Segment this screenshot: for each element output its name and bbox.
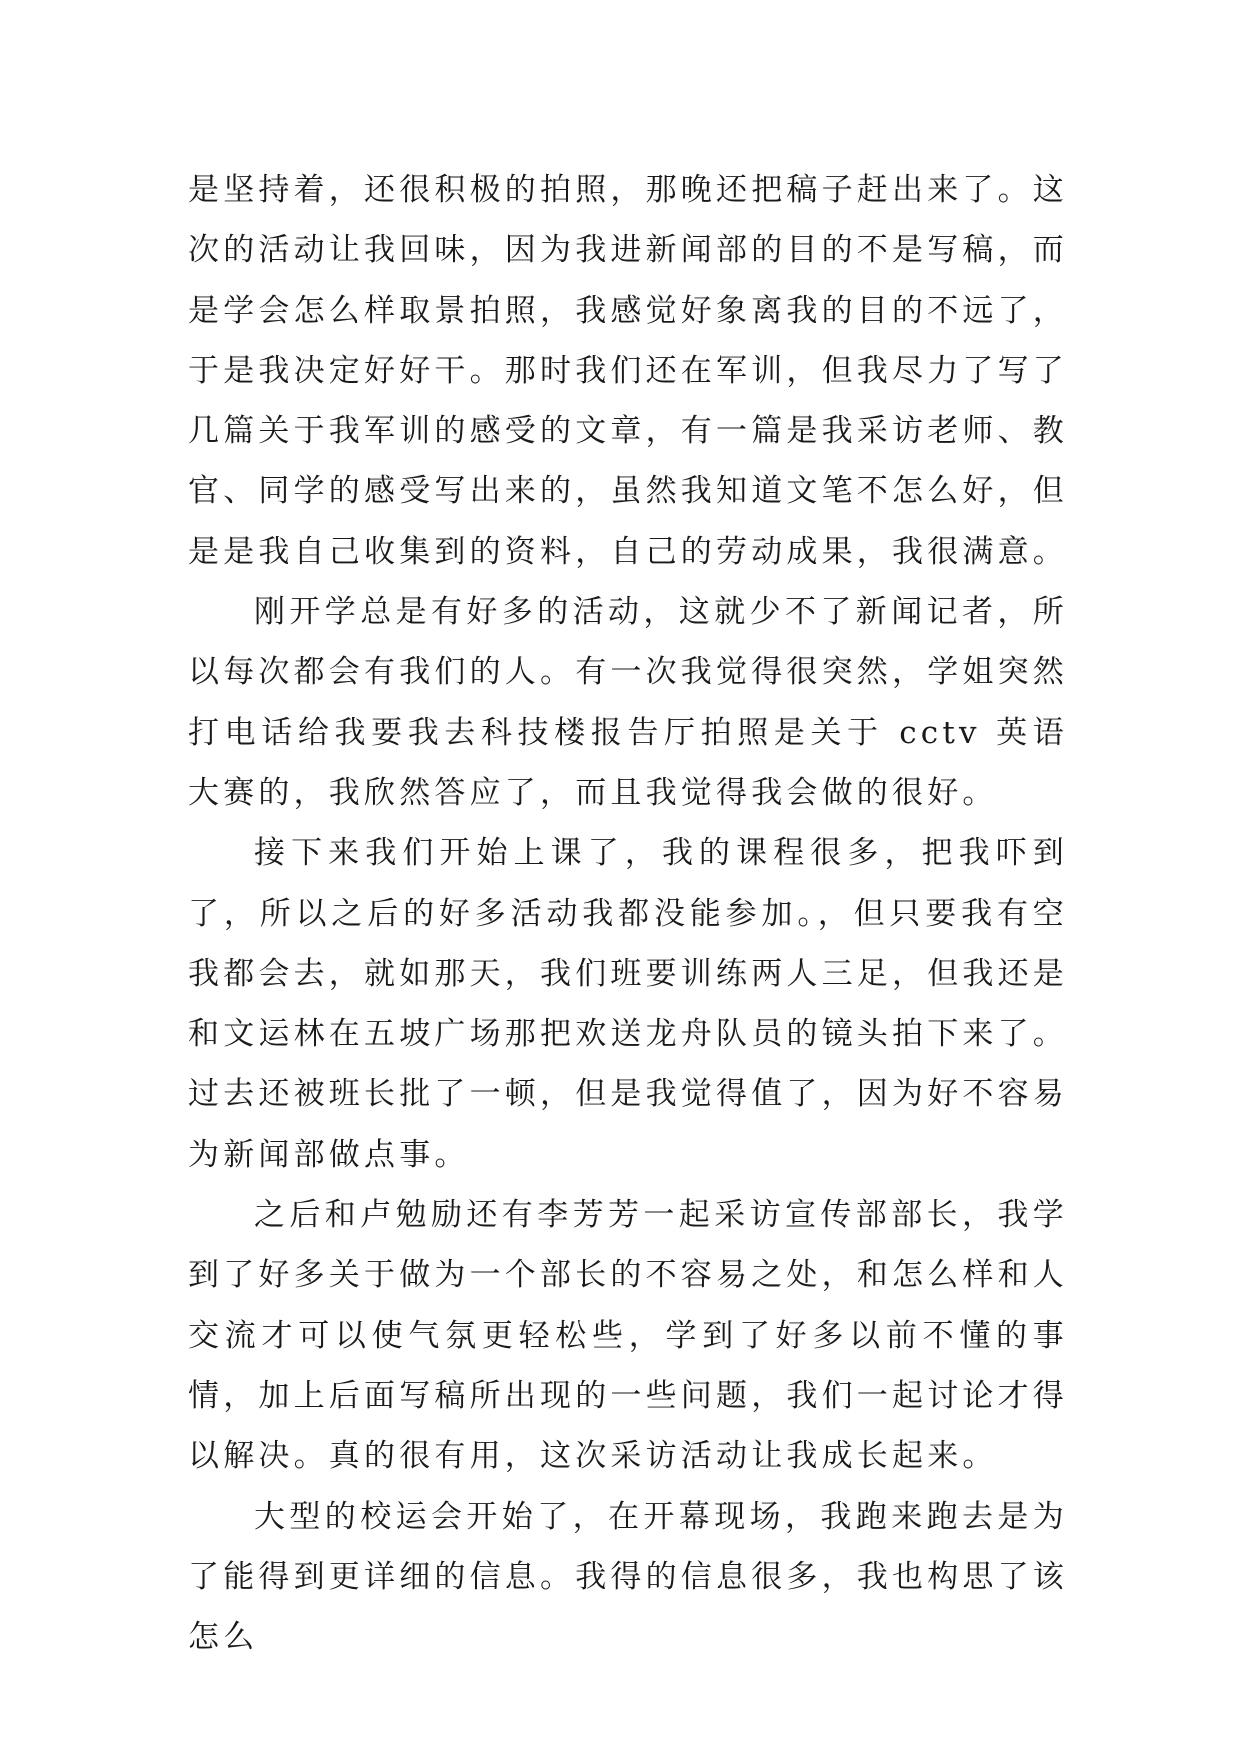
paragraph-2: 刚开学总是有好多的活动，这就少不了新闻记者，所以每次都会有我们的人。有一次我觉得很突然，学姐突然打电话给我要我去科技楼报告厅拍照是关于 cctv 英语大赛的，我欣然答应了，而且我觉得我会做的很好。 xyxy=(188,594,1068,811)
paragraph-1: 是坚持着，还很积极的拍照，那晚还把稿子赶出来了。这次的活动让我回味，因为我进新闻部的目的不是写稿，而是学会怎么样取景拍照，我感觉好象离我的目的不远了，于是我决定好好干。那时我们还在军训，但我尽力了写了几篇关于我军训的感受的文章，有一篇是我采访老师、教官、同学的感受写出来的，虽然我知道文笔不怎么好，但是是我自己收集到的资料，自己的劳动成果，我很满意。 xyxy=(188,172,1068,570)
document-body xyxy=(188,160,1068,1667)
paragraph-5: 大型的校运会开始了，在开幕现场，我跑来跑去是为了能得到更详细的信息。我得的信息很多，我也构思了该怎么 xyxy=(188,1498,1068,1656)
paragraph-3: 接下来我们开始上课了，我的课程很多，把我吓到了，所以之后的好多活动我都没能参加。，但只要我有空我都会去，就如那天，我们班要训练两人三足，但我还是和文运林在五坡广场那把欢送龙舟队员的镜头拍下来了。过去还被班长批了一顿，但是我觉得值了，因为好不容易为新闻部做点事。 xyxy=(188,835,1068,1173)
paragraph-4: 之后和卢勉励还有李芳芳一起采访宣传部部长，我学到了好多关于做为一个部长的不容易之处，和怎么样和人交流才可以使气氛更轻松些，学到了好多以前不懂的事情，加上后面写稿所出现的一些问题，我们一起讨论才得以解决。真的很有用，这次采访活动让我成长起来。 xyxy=(188,1197,1068,1475)
